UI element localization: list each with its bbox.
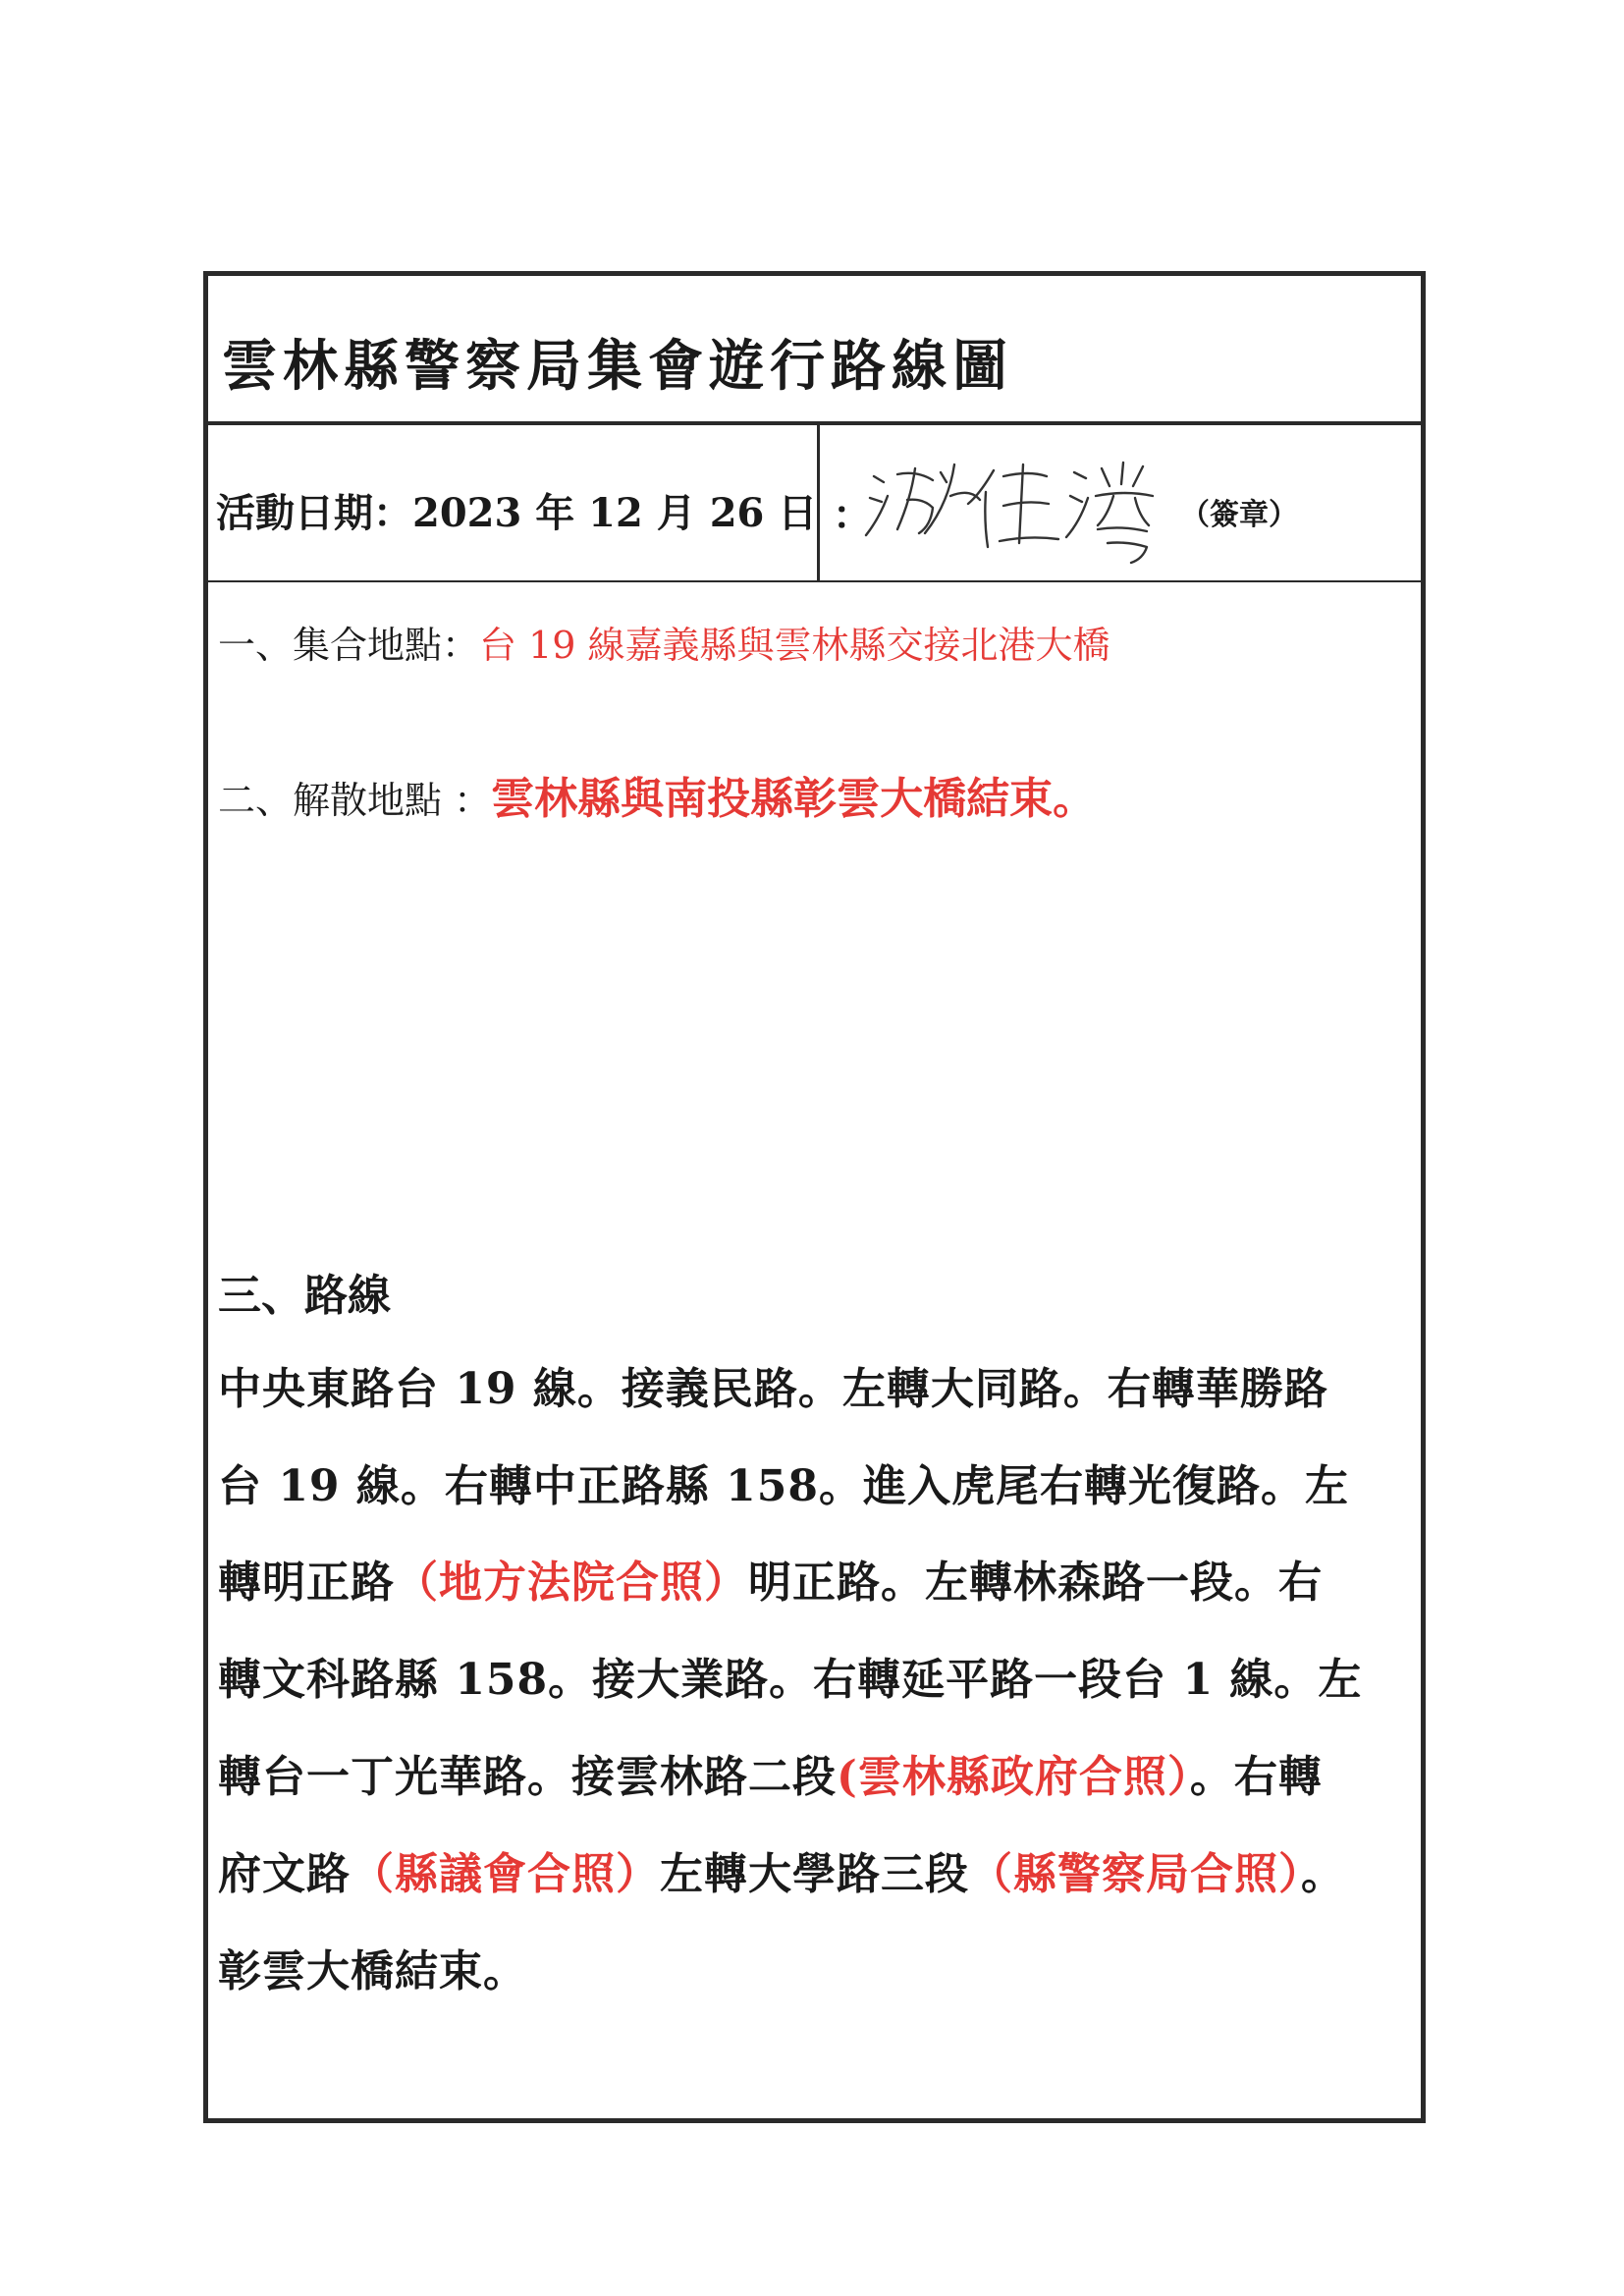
- route-line-3-c: 明正路。左轉林森路一段。右: [748, 1558, 1323, 1608]
- assembly-label: 一、集合地點：: [218, 624, 480, 667]
- signature-colon: ：: [833, 492, 872, 538]
- seal-label: （簽章）: [1180, 498, 1298, 532]
- route-line-4: 轉文科路縣 158。接大業路。右轉延平路一段台 1 線。左: [218, 1655, 1363, 1705]
- assembly-point: [218, 615, 1110, 669]
- route-note-county-gov: (雲林縣政府合照）: [837, 1752, 1190, 1802]
- route-heading: 三、路線: [218, 1271, 391, 1321]
- activity-date: 活動日期：2023 年 12 月 26 日: [216, 490, 818, 536]
- page-title: 雲林縣警察局集會遊行路線圖: [222, 334, 1013, 399]
- dismissal-label: 二、解散地點 ：: [218, 779, 492, 822]
- route-note-court: （地方法院合照）: [395, 1558, 748, 1608]
- title-row: [208, 276, 1421, 425]
- route-line-7: 彰雲大橋結束。: [218, 1946, 527, 1996]
- dismissal-point: [218, 763, 1096, 826]
- route-line-3: [218, 1547, 1323, 1610]
- route-line-6: [218, 1838, 1345, 1901]
- handwritten-signature: [856, 447, 1190, 565]
- route-line-5-c: 。右轉: [1189, 1752, 1323, 1802]
- route-line-6-e: 。: [1301, 1849, 1345, 1899]
- route-note-police: （縣警察局合照）: [969, 1849, 1301, 1899]
- route-line-2: 台 19 線。右轉中正路縣 158。進入虎尾右轉光復路。左: [218, 1461, 1350, 1511]
- dismissal-value: 雲林縣與南投縣彰雲大橋結束。: [491, 774, 1097, 824]
- route-line-3-a: 轉明正路: [218, 1558, 395, 1608]
- route-form: [203, 271, 1426, 2123]
- route-line-5: [218, 1741, 1323, 1804]
- date-cell: [208, 425, 820, 580]
- route-line-1: 中央東路台 19 線。接義民路。左轉大同路。右轉華勝路: [218, 1364, 1328, 1414]
- route-line-6-a: 府文路: [218, 1849, 351, 1899]
- route-note-council: （縣議會合照）: [351, 1849, 660, 1899]
- date-signature-row: [208, 425, 1421, 582]
- assembly-value: 台 19 線嘉義縣與雲林縣交接北港大橋: [479, 624, 1110, 667]
- route-line-5-a: 轉台一丁光華路。接雲林路二段: [218, 1752, 837, 1802]
- route-line-6-c: 左轉大學路三段: [660, 1849, 969, 1899]
